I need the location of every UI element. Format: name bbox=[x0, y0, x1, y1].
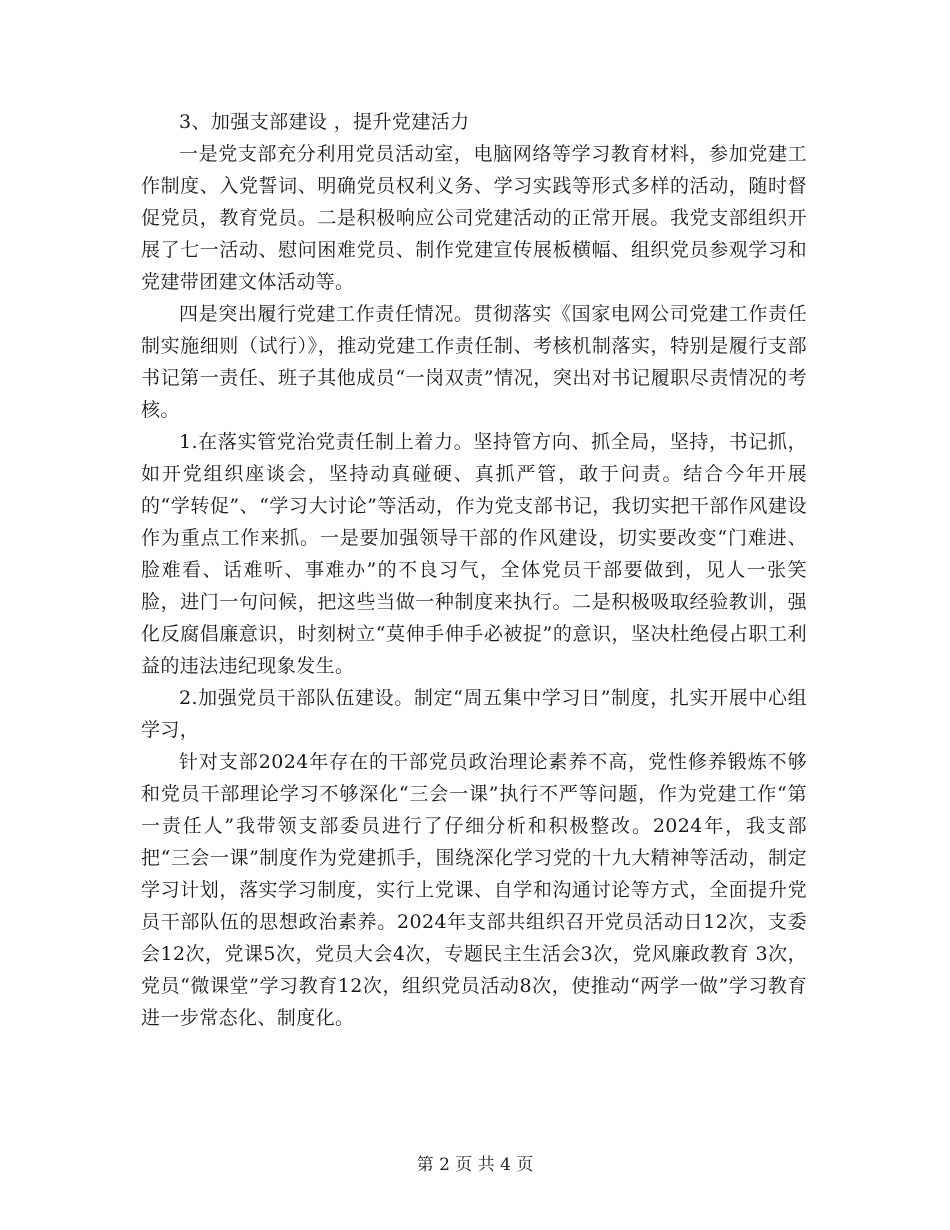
document-body bbox=[141, 106, 807, 1034]
page-number: 第 2 页 共 4 页 bbox=[416, 1155, 534, 1175]
page-footer bbox=[0, 1150, 950, 1175]
paragraph: 四是突出履行党建工作责任情况。贯彻落实《国家电网公司党建工作责任制实施细则（试行）》，推动党建工作责任制、考核机制落实，特别是履行支部书记第一责任、班子其他成员“一岗双责”情况，突出对书记履职尽责情况的考核。 bbox=[141, 303, 807, 421]
paragraph: 针对支部2024年存在的干部党员政治理论素养不高，党性修养锻炼不够和党员干部理论学习不够深化“三会一课”执行不严等问题，作为党建工作“第一责任人”我带领支部委员进行了仔细分析和积极整改。2024年，我支部把“三会一课”制度作为党建抓手，围绕深化学习党的十九大精神等活动，制定学习计划，落实学习制度，实行上党课、自学和沟通讨论等方式，全面提升党员干部队伍的思想政治素养。2024年支部共组织召开党员活动日12次，支委会12次，党课5次，党员大会4次，专题民主生活会3次，党风廉政教育 3次，党员“微课堂”学习教育12次，组织党员活动8次，使推动“两学一做”学习教育进一步常态化、制度化。 bbox=[141, 751, 807, 1029]
paragraph: 2.加强党员干部队伍建设。制定“周五集中学习日”制度，扎实开展中心组学习， bbox=[141, 687, 807, 741]
paragraph: 1.在落实管党治党责任制上着力。坚持管方向、抓全局，坚持，书记抓，如开党组织座谈会，坚持动真碰硬、真抓严管，敢于问责。结合今年开展的“学转促”、“学习大讨论”等活动，作为党支部书记，我切实把干部作风建设作为重点工作来抓。一是要加强领导干部的作风建设，切实要改变“门难进、脸难看、话难听、事难办”的不良习气，全体党员干部要做到，见人一张笑脸，进门一句问候，把这些当做一种制度来执行。二是积极吸取经验教训，强化反腐倡廉意识，时刻树立“莫伸手伸手必被捉”的意识，坚决杜绝侵占职工利益的违法违纪现象发生。 bbox=[141, 431, 807, 677]
paragraph: 一是党支部充分利用党员活动室，电脑网络等学习教育材料，参加党建工作制度、入党誓词、明确党员权利义务、学习实践等形式多样的活动，随时督促党员，教育党员。二是积极响应公司党建活动的正常开展。我党支部组织开展了七一活动、慰问困难党员、制作党建宣传展板横幅、组织党员参观学习和党建带团建文体活动等。 bbox=[141, 143, 807, 293]
section-heading: 3、加强支部建设 ，提升党建活力 bbox=[179, 111, 470, 133]
